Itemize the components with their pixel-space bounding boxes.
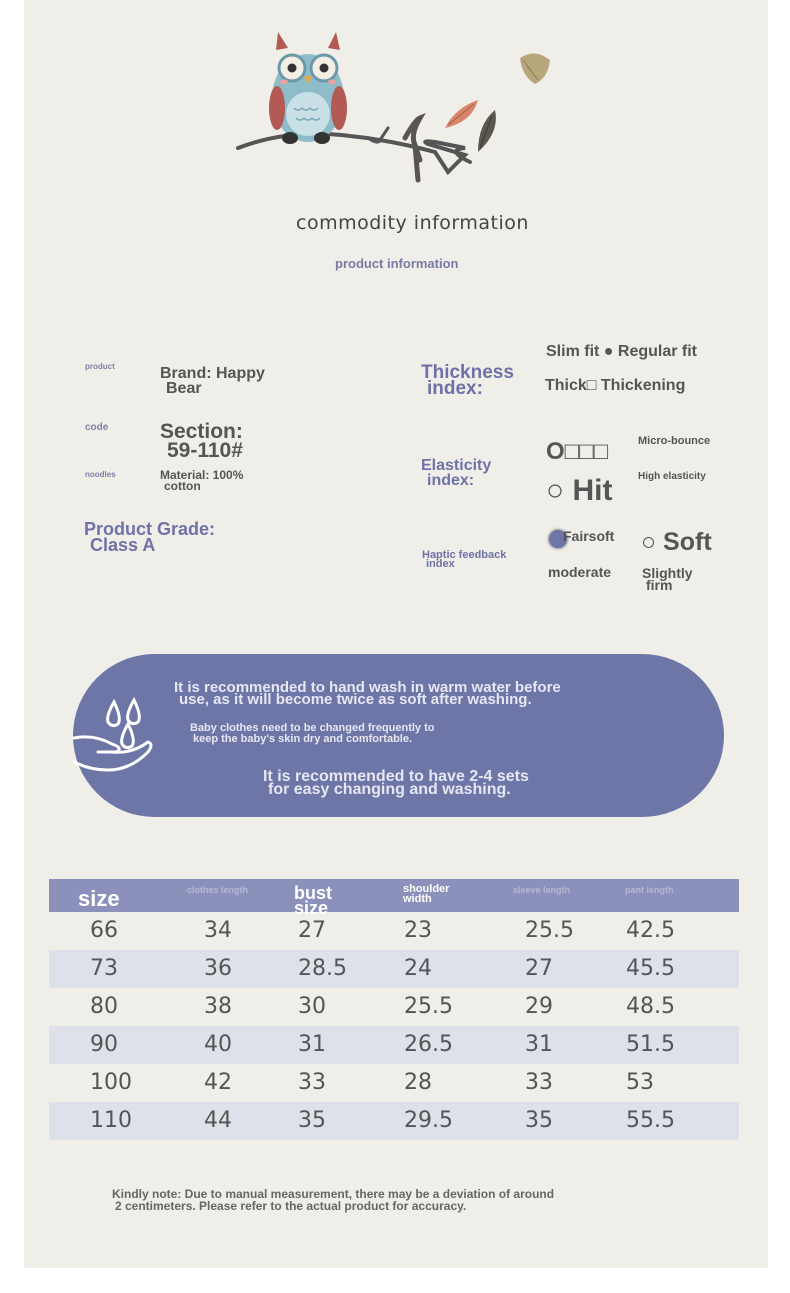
haptic-index-label [422, 551, 506, 569]
table-cell: 80 [90, 994, 118, 1019]
table-cell: 66 [90, 918, 118, 943]
washing-hand-icon [72, 696, 156, 776]
table-cell: 38 [204, 994, 232, 1019]
haptic-line-1: Haptic feedback [422, 549, 507, 561]
micro-bounce-option: Micro-bounce [638, 435, 711, 447]
section-subtitle: product information [335, 256, 459, 271]
slightly-line-2: firm [646, 577, 673, 593]
table-cell: 36 [204, 956, 232, 981]
table-cell: 25.5 [404, 994, 453, 1019]
table-cell: 53 [626, 1070, 654, 1095]
owl-on-branch-illustration [230, 20, 570, 195]
size-chart-table [49, 879, 739, 1140]
product-grade [84, 521, 215, 553]
note-line-1: Kindly note: Due to manual measurement, there may be a deviation of around [112, 1187, 555, 1201]
thickness-index-label [421, 362, 514, 399]
table-cell: 26.5 [404, 1032, 453, 1057]
table-row [49, 912, 739, 950]
table-cell: 33 [298, 1070, 326, 1095]
table-cell: 73 [90, 956, 118, 981]
fairsoft-option: Fairsoft [563, 528, 615, 544]
note-line-2: 2 centimeters. Please refer to the actual product for accuracy. [115, 1199, 467, 1213]
slightly-firm-option [642, 567, 693, 591]
section-line-2: 59-110# [167, 439, 243, 462]
table-cell: 100 [90, 1070, 132, 1095]
table-cell: 44 [204, 1108, 232, 1133]
table-cell: 29.5 [404, 1108, 453, 1133]
table-body [49, 912, 739, 1140]
noodles-tiny-label: noodles [85, 470, 116, 479]
slightly-line-1: Slightly [642, 565, 693, 581]
header-shoulder-width: shoulder width [403, 883, 450, 905]
elastic-placeholder: O□□□ [546, 438, 609, 465]
table-cell: 28 [404, 1070, 432, 1095]
header-bust-size: bust size [294, 883, 332, 918]
section-info [160, 422, 243, 460]
table-row [49, 1064, 739, 1102]
care-line-3a: It is recommended to have 2-4 sets [263, 768, 529, 785]
thickness-line-2: index: [427, 378, 483, 399]
table-cell: 25.5 [525, 918, 574, 943]
material-line-2: cotton [164, 479, 201, 493]
table-cell: 51.5 [626, 1032, 675, 1057]
measurement-note [112, 1188, 554, 1212]
soft-option: ○ Soft [641, 528, 712, 556]
table-cell: 27 [298, 918, 326, 943]
table-cell: 23 [404, 918, 432, 943]
table-cell: 24 [404, 956, 432, 981]
thickness-line-1: Thickness [421, 362, 514, 383]
grade-line-1: Product Grade: [84, 519, 216, 539]
table-cell: 48.5 [626, 994, 675, 1019]
table-cell: 45.5 [626, 956, 675, 981]
table-row [49, 1102, 739, 1140]
care-line-1a: It is recommended to hand wash in warm water before [174, 679, 561, 696]
care-line-1b: use, as it will become twice as soft after washing. [179, 691, 532, 708]
table-cell: 90 [90, 1032, 118, 1057]
table-cell: 28.5 [298, 956, 347, 981]
table-cell: 30 [298, 994, 326, 1019]
table-row [49, 950, 739, 988]
table-header-row [49, 879, 739, 918]
care-line-2a: Baby clothes need to be changed frequently to [190, 722, 435, 734]
elasticity-line-1: Elasticity [421, 457, 492, 474]
moderate-option: moderate [548, 564, 612, 580]
grade-line-2: Class A [90, 535, 156, 555]
brand-line-2: Bear [166, 380, 202, 397]
table-cell: 33 [525, 1070, 553, 1095]
high-elasticity-option: High elasticity [638, 471, 706, 482]
brand-info [160, 366, 265, 396]
elasticity-line-2: index: [427, 472, 475, 489]
table-cell: 110 [90, 1108, 132, 1133]
table-cell: 35 [525, 1108, 553, 1133]
care-text-2 [190, 723, 434, 745]
section-line-1: Section: [160, 420, 243, 443]
haptic-line-2: index [426, 558, 455, 570]
thick-options: Thick□ Thickening [545, 377, 686, 394]
elasticity-index-label [421, 458, 491, 488]
table-cell: 55.5 [626, 1108, 675, 1133]
care-line-2b: keep the baby's skin dry and comfortable. [193, 733, 413, 745]
table-cell: 42 [204, 1070, 232, 1095]
material-line-1: Material: 100% [160, 468, 244, 482]
table-row [49, 1026, 739, 1064]
table-cell: 42.5 [626, 918, 675, 943]
table-cell: 31 [525, 1032, 553, 1057]
care-text-3 [263, 770, 529, 796]
table-row [49, 988, 739, 1026]
care-text-1 [174, 679, 561, 708]
hit-option: ○ Hit [546, 474, 613, 507]
brand-line-1: Brand: Happy [160, 365, 265, 382]
table-cell: 35 [298, 1108, 326, 1133]
header-sleeve-length: sleeve length [513, 885, 571, 895]
table-cell: 31 [298, 1032, 326, 1057]
table-cell: 29 [525, 994, 553, 1019]
header-pant-length: pant length [625, 885, 674, 895]
table-cell: 34 [204, 918, 232, 943]
page-title: commodity information [296, 212, 529, 234]
fit-options: Slim fit ● Regular fit [546, 343, 698, 360]
care-line-3b: for easy changing and washing. [268, 781, 511, 798]
table-cell: 27 [525, 956, 553, 981]
code-tiny-label: code [85, 422, 109, 433]
header-size: size [78, 886, 120, 911]
material-info [160, 470, 243, 492]
product-tiny-label: product [85, 362, 115, 371]
table-cell: 40 [204, 1032, 232, 1057]
header-clothes-length: clothes length [187, 885, 249, 895]
